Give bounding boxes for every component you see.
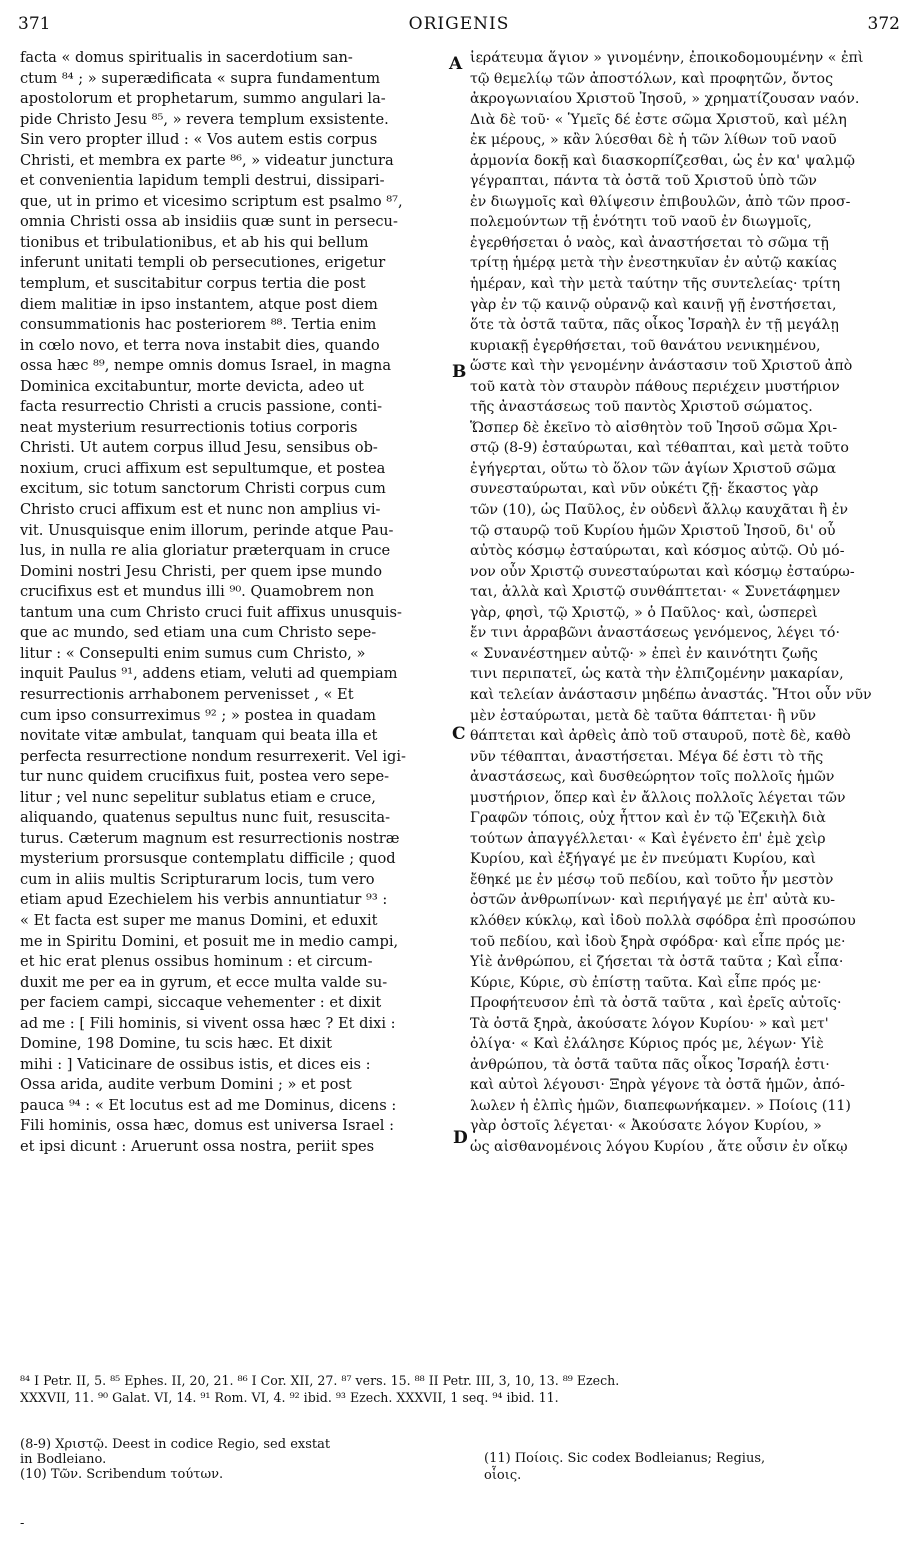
greek-line: « Συνανέστημεν αὐτῷ· » ἐπεὶ ἐν καινότητι ζωῆς <box>470 645 818 662</box>
latin-line: et hic erat plenus ossibus hominum : et circum- <box>20 953 373 971</box>
greek-line: Υἱὲ ἀνθρώπου, εἰ ζήσεται τὰ ὀστᾶ ταῦτα ; Καὶ εἶπα· <box>470 954 844 971</box>
margin-letter-d: D <box>453 1128 468 1148</box>
latin-line: cum in aliis multis Scripturarum locis, tum vero <box>20 870 375 888</box>
greek-line: τρίτῃ ἡμέρᾳ μετὰ τὴν ἐνεστηκυῖαν ἐν αὐτῷ κακίας <box>470 255 837 272</box>
greek-line: ἀναστάσεως, καὶ δυσθεώρητον τοῖς πολλοῖς ἡμῶν <box>470 769 835 786</box>
greek-line: Κυρίου, καὶ ἐξήγαγέ με ἐν πνεύματι Κυρίου, καὶ <box>470 851 816 868</box>
greek-line: ἀκρογωνιαίου Χριστοῦ Ἰησοῦ, » χρηματίζουσαν ναόν. <box>470 91 860 108</box>
greek-line: λωλεν ἡ ἐλπὶς ἡμῶν, διαπεφωνήκαμεν. » Ποίοις (11) <box>470 1097 851 1114</box>
latin-line: Christi, et membra ex parte ⁸⁶, » videatur junctura <box>20 151 394 169</box>
latin-line: vit. Unusquisque enim illorum, perinde atque Pau- <box>20 521 394 539</box>
greek-line: ἀνθρώπου, τὰ ὀστᾶ ταῦτα πᾶς οἶκος Ἰσραήλ ἐστι· <box>470 1056 830 1073</box>
latin-line: mihi : ] Vaticinare de ossibus istis, et dices eis : <box>20 1055 371 1073</box>
greek-line: ἡμέραν, καὶ τὴν μετὰ ταύτην τῆς συντελείας· τρίτη <box>470 276 841 293</box>
latin-line: facta resurrectio Christi a crucis passione, conti- <box>20 398 383 416</box>
greek-line: κλόθεν κύκλῳ, καὶ ἰδοὺ πολλὰ σφόδρα ἐπὶ προσώπου <box>470 912 856 929</box>
latin-line: litur ; vel nunc sepelitur sublatus etiam e cruce, <box>20 788 376 806</box>
latin-line: Domine, 198 Domine, tu scis hæc. Et dixit <box>20 1035 332 1053</box>
greek-line: νῦν τέθαπται, ἀναστήσεται. Μέγα δέ ἐστι τὸ τῆς <box>470 748 824 765</box>
scripture-references <box>20 1372 904 1406</box>
margin-letter-c: C <box>452 724 466 744</box>
latin-line: templum, et suscitabitur corpus tertia die post <box>20 275 366 293</box>
greek-line: ἐν διωγμοῖς καὶ θλίψεσιν ἐπιβουλῶν, ἀπὸ τῶν προσ- <box>470 193 851 210</box>
latin-line: Fili hominis, ossa hæc, domus est universa Israel : <box>20 1117 395 1135</box>
greek-line: Διὰ δὲ τοῦ· « Ὑμεῖς δέ ἐστε σῶμα Χριστοῦ, καὶ μέλη <box>470 111 847 128</box>
greek-line: καὶ αὐτοὶ λέγουσι· Ξηρὰ γέγονε τὰ ὀστᾶ ἡμῶν, ἀπό- <box>470 1077 845 1094</box>
latin-line: Dominica excitabuntur, morte devicta, adeo ut <box>20 377 364 395</box>
latin-line: tionibus et tribulationibus, et ab his qui bellum <box>20 233 369 251</box>
latin-line: facta « domus spiritualis in sacerdotium san- <box>20 49 353 66</box>
latin-line: novitate vitæ ambulat, tanquam qui beata illa et <box>20 727 378 745</box>
latin-line: excitum, sic totum sanctorum Christi corpus cum <box>20 480 386 498</box>
greek-line: γὰρ ὀστοῖς λέγεται· « Ἀκούσατε λόγον Κυρίου, » <box>470 1118 822 1135</box>
greek-line: τῷ σταυρῷ τοῦ Κυρίου ἡμῶν Χριστοῦ Ἰησοῦ, δι' οὗ <box>470 522 836 539</box>
greek-line: γὰρ, φησὶ, τῷ Χριστῷ, » ὁ Παῦλος· καὶ, ὡσπερεὶ <box>470 604 818 621</box>
latin-line: Domini nostri Jesu Christi, per quem ipse mundo <box>20 562 383 580</box>
page-header <box>18 14 900 38</box>
page-number-left: 371 <box>18 14 51 34</box>
latin-line: Ossa arida, audite verbum Domini ; » et post <box>20 1076 352 1094</box>
greek-line: ἱεράτευμα ἅγιον » γινομένην, ἐποικοδομουμένην « ἐπὶ <box>470 50 864 66</box>
greek-line: ὅτε τὰ ὀστᾶ ταῦτα, πᾶς οἶκος Ἰσραὴλ ἐν τῇ μεγάλῃ <box>470 317 839 334</box>
note-line: οἷοις. <box>484 1468 522 1483</box>
greek-line: στῷ (8-9) ἐσταύρωται, καὶ τέθαπται, καὶ μετὰ τοῦτο <box>470 440 849 457</box>
greek-line: αὐτὸς κόσμῳ ἐσταύρωται, καὶ κόσμος αὐτῷ. Οὐ μό- <box>470 543 845 560</box>
latin-line: que ac mundo, sed etiam una cum Christo sepe- <box>20 624 377 642</box>
latin-line: in cœlo novo, et terra nova instabit dies, quando <box>20 336 380 354</box>
latin-line: ctum ⁸⁴ ; » superædificata « supra fundamentum <box>20 69 381 87</box>
latin-line: inquit Paulus ⁹¹, addens etiam, veluti ad quempiam <box>20 665 398 683</box>
greek-line: ται, ἀλλὰ καὶ Χριστῷ συνθάπτεται· « Συνετάφημεν <box>470 584 841 601</box>
latin-line: resurrectionis arrhabonem pervenisset , « Et <box>20 685 354 703</box>
note-line: (8-9) Χριστῷ. Deest in codice Regio, sed exstat <box>20 1437 331 1452</box>
latin-line: noxium, cruci affixum est sepultumque, et postea <box>20 459 386 477</box>
greek-line: τοῦ πεδίου, καὶ ἰδοὺ ξηρὰ σφόδρα· καὶ εἶπε πρός με· <box>470 933 846 950</box>
latin-line: litur : « Consepulti enim sumus cum Christo, » <box>20 644 366 662</box>
latin-line: Christi. Ut autem corpus illud Jesu, sensibus ob- <box>20 439 378 457</box>
greek-line: γὰρ ἐν τῷ καινῷ οὐρανῷ καὶ καινῇ γῇ ἐνστήσεται, <box>470 296 837 313</box>
latin-line: Sin vero propter illud : « Vos autem estis corpus <box>20 131 378 149</box>
latin-line: tur nunc quidem crucifixus fuit, postea vero sepe- <box>20 768 390 786</box>
latin-line: aliquando, quatenus sepultus nunc fuit, resuscita- <box>20 809 391 827</box>
latin-line: tantum una cum Christo cruci fuit affixus unusquis- <box>20 603 402 621</box>
page-number-right: 372 <box>867 14 900 34</box>
greek-line: ἔθηκέ με ἐν μέσῳ τοῦ πεδίου, καὶ τοῦτο ἦν μεστὸν <box>470 871 834 888</box>
latin-line: ad me : [ Fili hominis, si vivent ossa hæc ? Et dixi : <box>20 1014 396 1032</box>
greek-line: Γραφῶν τόποις, οὐχ ἧττον καὶ ἐν τῷ Ἐζεκιὴλ διὰ <box>470 810 826 827</box>
note-line: in Bodleiano. <box>20 1452 107 1467</box>
latin-line: apostolorum et prophetarum, summo angulari la- <box>20 90 386 108</box>
notes-left <box>20 1437 445 1482</box>
margin-letter-b: B <box>452 362 467 382</box>
greek-line: μυστήριον, ὅπερ καὶ ἐν ἄλλοις πολλοῖς λέγεται τῶν <box>470 789 846 806</box>
latin-line: « Et facta est super me manus Domini, et eduxit <box>20 911 378 929</box>
greek-line: τοῦ κατὰ τὸν σταυρὸν πάθους περιέχειν μυστήριον <box>470 378 840 395</box>
latin-line: perfecta resurrectione nondum resurrexerit. Vel igi- <box>20 747 406 765</box>
latin-line: mysterium prorsusque contemplatu difficile ; quod <box>20 850 396 868</box>
latin-line: consummationis hac posteriorem ⁸⁸. Tertia enim <box>20 316 377 334</box>
latin-line: per faciem campi, siccaque vehementer : et dixit <box>20 994 382 1012</box>
latin-line: turus. Cæterum magnum est resurrectionis nostræ <box>20 829 400 847</box>
note-line: (10) Τῶν. Scribendum τούτων. <box>20 1467 224 1482</box>
greek-line: ὥστε καὶ τὴν γενομένην ἀνάστασιν τοῦ Χριστοῦ ἀπὸ <box>470 358 853 375</box>
greek-line: Τὰ ὀστᾶ ξηρὰ, ἀκούσατε λόγον Κυρίου· » καὶ μετ' <box>470 1015 829 1032</box>
greek-column <box>470 48 900 1158</box>
greek-line: θάπτεται καὶ ἀρθεὶς ἀπὸ τοῦ σταυροῦ, ποτὲ δὲ, καθὸ <box>470 728 851 745</box>
greek-line: μὲν ἐσταύρωται, μετὰ δὲ ταῦτα θάπτεται· ἢ νῦν <box>470 707 816 724</box>
greek-line: γέγραπται, πάντα τὰ ὀστᾶ τοῦ Χριστοῦ ὑπὸ τῶν <box>470 173 817 190</box>
latin-line: pide Christo Jesu ⁸⁵, » revera templum exsistente. <box>20 110 389 128</box>
greek-line: ἐγερθήσεται ὁ ναὸς, καὶ ἀναστήσεται τὸ σῶμα τῇ <box>470 234 829 251</box>
greek-line: ἐγήγερται, οὕτω τὸ ὅλον τῶν ἁγίων Χριστοῦ σῶμα <box>470 460 837 477</box>
tick-mark: - <box>20 1516 25 1531</box>
latin-line: et convenientia lapidum templi destrui, dissipari- <box>20 172 385 190</box>
greek-line: ὀλίγα· « Καὶ ἐλάλησε Κύριος πρός με, λέγων· Υἱὲ <box>470 1036 824 1053</box>
reference-line: ⁸⁴ I Petr. II, 5. ⁸⁵ Ephes. II, 20, 21. ⁸⁶ I Cor. XII, 27. ⁸⁷ vers. 15. ⁸⁸ II Petr. III, 3, 10, 13. ⁸⁹ Ezech. <box>20 1373 620 1388</box>
note-line: (11) Ποίοις. Sic codex Bodleianus; Regius, <box>484 1451 766 1466</box>
latin-line: inferunt unitati templi ob persecutiones, erigetur <box>20 254 386 272</box>
reference-line: XXXVII, 11. ⁹⁰ Galat. VI, 14. ⁹¹ Rom. VI, 4. ⁹² ibid. ⁹³ Ezech. XXXVII, 1 seq. ⁹⁴ ibid. 11. <box>20 1390 559 1405</box>
greek-line: ἔν τινι ἀρραβῶνι ἀναστάσεως γενόμενος, λέγει τό· <box>470 625 840 642</box>
latin-line: diem malitiæ in ipso instantem, atque post diem <box>20 295 378 313</box>
running-title: ORIGENIS <box>408 14 510 34</box>
latin-line: crucifixus est et mundus illi ⁹⁰. Quamobrem non <box>20 583 375 601</box>
greek-line: ἁρμονία δοκῇ καὶ διασκορπίζεσθαι, ὡς ἐν κα' ψαλμῷ <box>470 152 855 169</box>
notes-right <box>484 1450 904 1484</box>
greek-line: ὡς αἰσθανομένοις λόγου Κυρίου , ἅτε οὖσιν ἐν οἴκῳ <box>470 1138 848 1155</box>
greek-line: τῶν (10), ὡς Παῦλος, ἐν οὐδενὶ ἄλλῳ καυχᾶται ἢ ἐν <box>470 502 848 519</box>
greek-line: τινι περιπατεῖ, ὡς κατὰ τὴν ἐλπιζομένην μακαρίαν, <box>470 666 844 683</box>
greek-line: καὶ τελείαν ἀνάστασιν μηδέπω ἀναστάς. Ἤτοι οὖν νῦν <box>470 686 872 703</box>
latin-line: cum ipso consurreximus ⁹² ; » postea in quadam <box>20 706 377 724</box>
latin-line: me in Spiritu Domini, et posuit me in medio campi, <box>20 932 399 950</box>
greek-line: τῷ θεμελίῳ τῶν ἀποστόλων, καὶ προφητῶν, ὄντος <box>470 70 834 87</box>
latin-line: lus, in nulla re alia gloriatur præterquam in cruce <box>20 542 391 560</box>
latin-line: omnia Christi ossa ab insidiis quæ sunt in persecu- <box>20 213 398 231</box>
latin-line: que, ut in primo et vicesimo scriptum est psalmo ⁸⁷, <box>20 192 403 210</box>
latin-line: et ipsi dicunt : Aruerunt ossa nostra, periit spes <box>20 1137 375 1155</box>
latin-line: duxit me per ea in gyrum, et ecce multa valde su- <box>20 973 388 991</box>
greek-line: ἐκ μέρους, » κἂν λύεσθαι δὲ ἡ τῶν λίθων τοῦ ναοῦ <box>470 132 837 149</box>
greek-line: τῆς ἀναστάσεως τοῦ παντὸς Χριστοῦ σώματος. <box>470 399 813 416</box>
greek-line: πολεμούντων τῇ ἑνότητι τοῦ ναοῦ ἐν διωγμοῖς, <box>470 214 812 231</box>
greek-line: Προφήτευσον ἐπὶ τὰ ὀστᾶ ταῦτα , καὶ ἐρεῖς αὐτοῖς· <box>470 995 842 1012</box>
latin-line: Christo cruci affixum est et nunc non amplius vi- <box>20 501 381 519</box>
latin-line: neat mysterium resurrectionis totius corporis <box>20 418 358 436</box>
greek-line: συνεσταύρωται, καὶ νῦν οὐκέτι ζῇ· ἕκαστος γὰρ <box>470 481 819 498</box>
greek-line: νον οὖν Χριστῷ συνεσταύρωται καὶ κόσμῳ ἐσταύρω- <box>470 563 855 580</box>
latin-column <box>20 48 442 1158</box>
latin-line: etiam apud Ezechielem his verbis annuntiatur ⁹³ : <box>20 891 388 909</box>
greek-line: ὀστῶν ἀνθρωπίνων· καὶ περιήγαγέ με ἐπ' αὐτὰ κυ- <box>470 892 836 909</box>
margin-letter-a: A <box>449 54 463 74</box>
greek-line: κυριακῇ ἐγερθήσεται, τοῦ θανάτου νενικημένου, <box>470 337 821 354</box>
latin-line: ossa hæc ⁸⁹, nempe omnis domus Israel, in magna <box>20 357 392 375</box>
greek-line: Κύριε, Κύριε, σὺ ἐπίστῃ ταῦτα. Καὶ εἶπε πρός με· <box>470 974 822 991</box>
greek-line: Ὥσπερ δὲ ἐκεῖνο τὸ αἰσθητὸν τοῦ Ἰησοῦ σῶμα Χρι- <box>470 419 838 436</box>
latin-line: pauca ⁹⁴ : « Et locutus est ad me Dominus, dicens : <box>20 1096 397 1114</box>
greek-line: τούτων ἀπαγγέλλεται· « Καὶ ἐγένετο ἐπ' ἐμὲ χεὶρ <box>470 830 826 847</box>
